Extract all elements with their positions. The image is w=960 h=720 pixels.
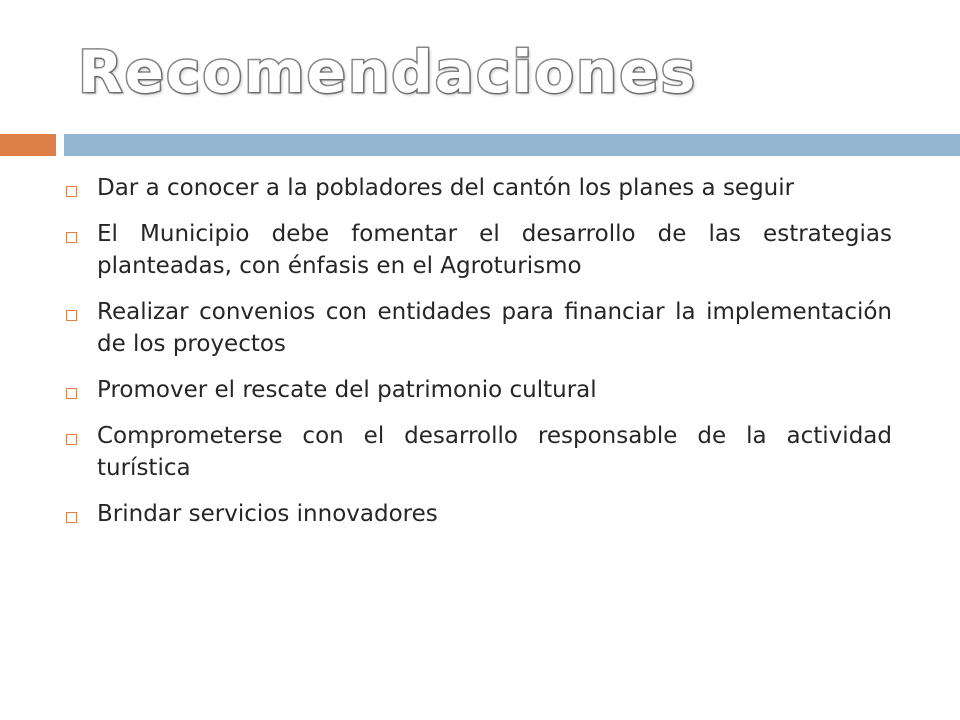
bullet-text: Brindar servicios innovadores bbox=[97, 501, 438, 527]
square-bullet-icon bbox=[66, 232, 77, 243]
bullet-text: Realizar convenios con entidades para financiar la implementación de los proyectos bbox=[97, 299, 892, 357]
square-bullet-icon bbox=[66, 186, 77, 197]
square-bullet-icon bbox=[66, 310, 77, 321]
list-item bbox=[66, 374, 892, 406]
content-area bbox=[66, 172, 892, 544]
title-underline-bar bbox=[64, 134, 960, 156]
bullet-text: Dar a conocer a la pobladores del cantón los planes a seguir bbox=[97, 175, 795, 201]
square-bullet-icon bbox=[66, 388, 77, 399]
list-item bbox=[66, 296, 892, 360]
bullet-text: Promover el rescate del patrimonio cultural bbox=[97, 377, 597, 403]
slide-title: Recomendaciones bbox=[78, 38, 698, 106]
list-item bbox=[66, 218, 892, 282]
list-item bbox=[66, 172, 892, 204]
bullet-text: Comprometerse con el desarrollo responsable de la actividad turística bbox=[97, 423, 892, 481]
square-bullet-icon bbox=[66, 512, 77, 523]
list-item bbox=[66, 420, 892, 484]
square-bullet-icon bbox=[66, 434, 77, 445]
bullet-list bbox=[66, 172, 892, 530]
bullet-text: El Municipio debe fomentar el desarrollo de las estrategias planteadas, con énfasis en el Agroturismo bbox=[97, 221, 892, 279]
accent-bar bbox=[0, 134, 56, 156]
list-item bbox=[66, 498, 892, 530]
